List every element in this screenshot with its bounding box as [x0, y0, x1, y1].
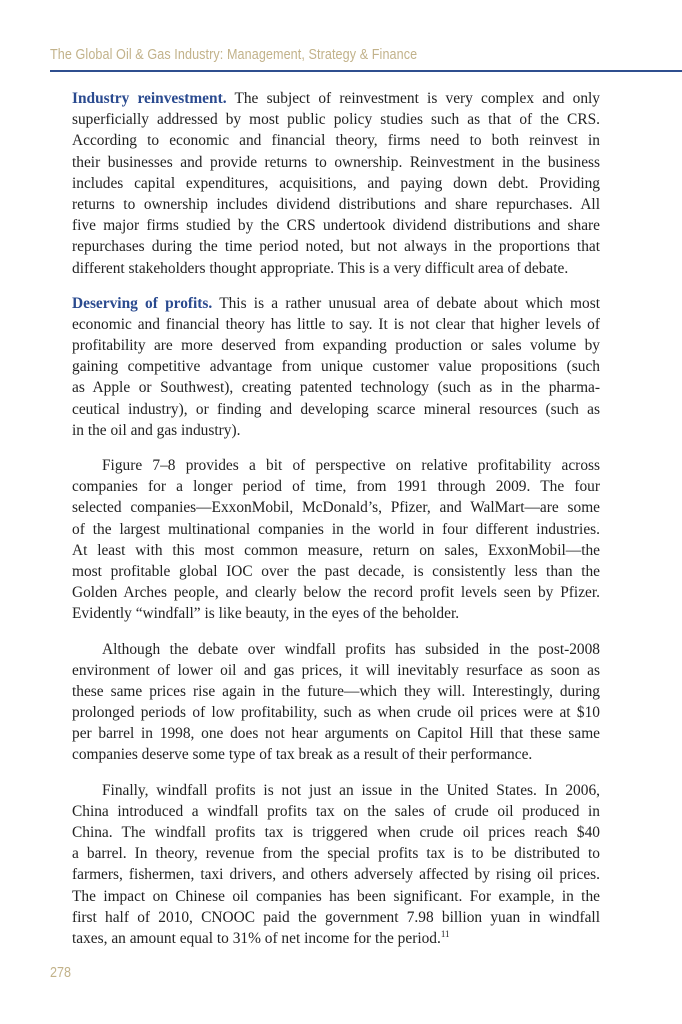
line-text: economic and financial theory has little to say. It is not clear that higher levels of: [72, 315, 600, 333]
paragraph-lead-heading: Industry reinvestment.: [72, 90, 227, 107]
text-line: [72, 744, 600, 765]
line-text: first half of 2010, CNOOC paid the government 7.98 billion yuan in windfall: [72, 908, 600, 926]
text-line: [72, 886, 600, 907]
text-line: [72, 540, 600, 561]
line-text: Evidently “windfall” is like beauty, in the eyes of the beholder.: [72, 605, 460, 623]
line-text: taxes, an amount equal to 31% of net income for the period.: [72, 929, 441, 947]
text-line: [72, 603, 600, 624]
text-line: [72, 702, 600, 723]
text-line: [72, 173, 600, 194]
line-text: companies deserve some type of tax break as a result of their performance.: [72, 746, 533, 764]
text-line: [72, 455, 600, 476]
text-line: [72, 399, 600, 420]
line-text: selected companies—ExxonMobil, McDonald’s, Pfizer, and WalMart—are some: [72, 499, 600, 517]
text-line: [72, 476, 600, 497]
line-text: environment of lower oil and gas prices, it will inevitably resurface as soon as: [72, 661, 600, 679]
page-number: 278: [50, 964, 72, 981]
text-line: [72, 907, 600, 928]
line-text: companies for a longer period of time, from 1991 through 2009. The four: [72, 478, 600, 496]
line-text: a barrel. In theory, revenue from the special profits tax is to be distributed to: [72, 845, 600, 863]
text-line: [72, 130, 600, 151]
text-line: [72, 723, 600, 744]
text-line: [72, 335, 600, 356]
line-text: China. The windfall profits tax is triggered when crude oil prices reach $40: [72, 824, 600, 841]
line-text: At least with this most common measure, return on sales, ExxonMobil—the: [72, 541, 600, 559]
paragraph-windfall-debate: [72, 639, 600, 766]
line-text: as Apple or Southwest), creating patented technology (such as in the pharma-: [72, 379, 600, 397]
text-line: [72, 258, 600, 279]
line-text: The subject of reinvestment is very complex and only: [226, 90, 600, 107]
footnote-reference[interactable]: 11: [440, 928, 450, 939]
text-line: [72, 109, 600, 130]
line-text: According to economic and financial theory, firms need to both reinvest in: [72, 132, 600, 150]
line-text: gaining competitive advantage from unique customer value propositions (such: [72, 358, 600, 376]
text-line: [72, 639, 600, 660]
line-text: This is a rather unusual area of debate about which most: [212, 294, 600, 312]
text-line: [72, 660, 600, 681]
line-text: includes capital expenditures, acquisitions, and paying down debt. Providing: [72, 174, 600, 192]
text-line: [72, 293, 600, 314]
header-rule: [50, 70, 682, 72]
text-line: [72, 822, 600, 843]
text-line: [72, 928, 600, 949]
line-text: per barrel in 1998, one does not hear arguments on Capitol Hill that these same: [72, 725, 600, 743]
text-line: [72, 582, 600, 603]
line-text: these same prices rise again in the future—which they will. Interestingly, during: [72, 682, 600, 700]
line-text: ceutical industry), or finding and developing scarce mineral resources (such as: [72, 400, 600, 418]
paragraph-deserving-of-profits: [72, 293, 600, 441]
line-text: Golden Arches people, and clearly below the record profit levels seen by Pfizer.: [72, 584, 600, 602]
paragraph-industry-reinvestment: [72, 88, 600, 279]
line-text: of the largest multinational companies in the world in four different industries.: [72, 520, 600, 538]
text-line: [72, 377, 600, 398]
text-line: [72, 88, 600, 109]
line-text: The impact on Chinese oil companies has been significant. For example, in the: [72, 887, 600, 905]
text-line: [72, 420, 600, 441]
line-text: Although the debate over windfall profits has subsided in the post-2008: [102, 640, 600, 658]
text-line: [72, 152, 600, 173]
running-header: The Global Oil & Gas Industry: Management, Strategy & Finance: [50, 46, 418, 63]
text-line: [72, 356, 600, 377]
paragraph-china-windfall-tax: [72, 780, 600, 950]
text-line: [72, 780, 600, 801]
text-line: [72, 236, 600, 257]
paragraph-lead-heading: Deserving of profits.: [72, 294, 213, 312]
text-line: [72, 561, 600, 582]
text-line: [72, 519, 600, 540]
line-text: in the oil and gas industry).: [72, 421, 241, 439]
line-text: their businesses and provide returns to ownership. Reinvestment in the business: [72, 153, 600, 171]
text-line: [72, 215, 600, 236]
line-text: prolonged periods of low profitability, such as when crude oil prices were at $10: [72, 704, 600, 722]
line-text: superficially addressed by most public policy studies such as that of the CRS.: [72, 111, 600, 129]
line-text: returns to ownership includes dividend distributions and share repurchases. All: [72, 195, 600, 213]
line-text: China introduced a windfall profits tax on the sales of crude oil produced in: [72, 802, 600, 820]
text-line: [72, 801, 600, 822]
text-line: [72, 864, 600, 885]
line-text: Figure 7–8 provides a bit of perspective on relative profitability across: [102, 457, 600, 474]
line-text: five major firms studied by the CRS undertook dividend distributions and share: [72, 217, 600, 235]
text-line: [72, 194, 600, 215]
line-text: repurchases during the time period noted, but not always in the proportions that: [72, 238, 600, 256]
line-text: farmers, fishermen, taxi drivers, and others adversely affected by rising oil prices.: [72, 866, 600, 884]
line-text: different stakeholders thought appropriate. This is a very difficult area of debate.: [72, 259, 569, 277]
line-text: Finally, windfall profits is not just an issue in the United States. In 2006,: [102, 781, 600, 799]
line-text: most profitable global IOC over the past decade, is consistently less than the: [72, 562, 600, 580]
text-line: [72, 843, 600, 864]
text-line: [72, 314, 600, 335]
text-line: [72, 681, 600, 702]
page-body: [72, 88, 600, 963]
line-text: profitability are more deserved from expanding production or sales volume by: [72, 337, 600, 355]
text-line: [72, 497, 600, 518]
paragraph-figure-7-8: [72, 455, 600, 625]
